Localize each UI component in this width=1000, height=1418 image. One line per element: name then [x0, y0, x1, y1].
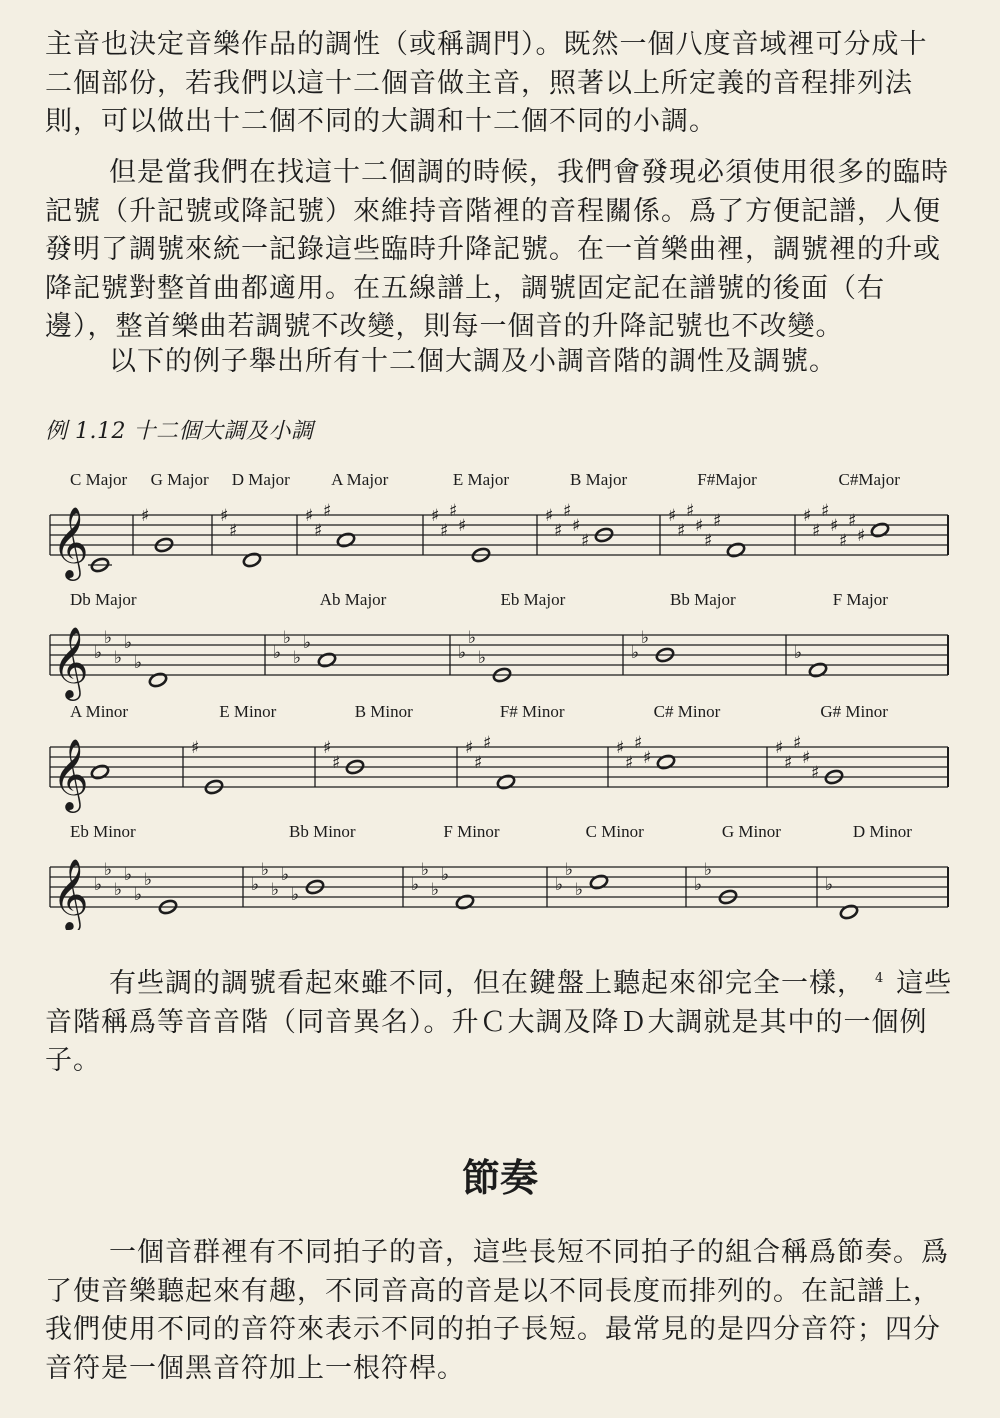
sharp-sign-icon: ♯ — [305, 506, 314, 526]
paragraph-tonality — [45, 26, 963, 142]
key-name: A Major — [331, 470, 389, 489]
sharp-sign-icon: ♯ — [323, 501, 332, 521]
sharp-sign-icon: ♯ — [811, 763, 820, 783]
whole-note — [148, 672, 168, 689]
whole-note — [90, 764, 110, 781]
key-name: Ab Major — [319, 590, 387, 609]
sharp-sign-icon: ♯ — [563, 501, 572, 521]
sharp-sign-icon: ♯ — [474, 753, 483, 773]
sharp-sign-icon: ♯ — [821, 501, 830, 521]
text-line: 降記號對整首曲都適用。在五線譜上，調號固定記在譜號的後面（右 — [45, 272, 885, 304]
sharp-sign-icon: ♯ — [616, 738, 625, 758]
sharp-sign-icon: ♯ — [572, 516, 581, 536]
flat-sign-icon: ♭ — [124, 865, 133, 885]
flat-sign-icon: ♭ — [114, 880, 123, 900]
sharp-sign-icon: ♯ — [803, 506, 812, 526]
key-name: F#Major — [697, 470, 757, 489]
flat-sign-icon: ♭ — [825, 875, 834, 895]
text-line: 但是當我們在找這十二個調的時候，我們會發現必須使用很多的臨時 — [109, 157, 949, 188]
treble-clef-icon: 𝄞 — [52, 505, 89, 578]
section-heading: 節奏 — [461, 1156, 538, 1200]
sharp-sign-icon: ♯ — [229, 521, 238, 541]
sharp-sign-icon: ♯ — [812, 521, 821, 541]
flat-sign-icon: ♭ — [281, 865, 290, 885]
key-name: G# Minor — [820, 702, 888, 721]
text-line: 則，可以做出十二個不同的大調和十二個不同的小調。 — [45, 106, 717, 137]
treble-clef-icon: 𝄞 — [52, 625, 89, 698]
key-name: C Major — [70, 470, 128, 489]
text-line: 二個部份，若我們以這十二個音做主音，照著以上所定義的音程排列法 — [45, 67, 913, 99]
sharp-sign-icon: ♯ — [677, 521, 686, 541]
flat-sign-icon: ♭ — [283, 628, 292, 648]
flat-sign-icon: ♭ — [104, 628, 113, 648]
sharp-sign-icon: ♯ — [458, 516, 467, 536]
whole-note — [839, 904, 859, 921]
sharp-sign-icon: ♯ — [545, 506, 554, 526]
text-line: 發明了調號來統一記錄這些臨時升降記號。在一首樂曲裡，調號裡的升或 — [45, 234, 941, 265]
text-segment: 這些 — [896, 968, 953, 999]
sharp-sign-icon: ♯ — [332, 753, 341, 773]
key-name: Bb Minor — [289, 822, 356, 841]
key-name: A Minor — [70, 702, 129, 721]
key-name: B Minor — [354, 702, 413, 721]
key-name: Eb Major — [500, 590, 566, 609]
flat-sign-icon: ♭ — [631, 643, 640, 663]
flat-sign-icon: ♭ — [565, 860, 574, 880]
sharp-sign-icon: ♯ — [554, 521, 563, 541]
text-line: 音符是一個黑音符加上一根符桿。 — [45, 1352, 465, 1384]
sharp-sign-icon: ♯ — [784, 753, 793, 773]
key-name: F Minor — [443, 822, 500, 841]
key-name: Eb Minor — [70, 822, 136, 841]
paragraph-enharmonic — [45, 960, 963, 1081]
treble-clef-icon: 𝄞 — [52, 737, 89, 810]
key-name: Bb Major — [670, 590, 736, 609]
whole-note — [870, 522, 890, 539]
whole-note — [656, 754, 676, 771]
flat-sign-icon: ♭ — [261, 860, 270, 880]
key-name: E Minor — [219, 702, 277, 721]
flat-sign-icon: ♭ — [555, 875, 564, 895]
key-name: D Minor — [852, 822, 912, 841]
sharp-sign-icon: ♯ — [581, 531, 590, 551]
whole-note — [242, 552, 262, 569]
text-segment: 有些調的調號看起來雖不同，但在鍵盤上聽起來卻完全一樣， — [109, 968, 865, 999]
key-name: C#Major — [838, 470, 900, 489]
sharp-sign-icon: ♯ — [857, 526, 866, 546]
sharp-sign-icon: ♯ — [686, 501, 695, 521]
flat-sign-icon: ♭ — [421, 860, 430, 880]
flat-sign-icon: ♭ — [694, 875, 703, 895]
key-name: E Major — [452, 470, 510, 489]
flat-sign-icon: ♭ — [411, 875, 420, 895]
flat-sign-icon: ♭ — [271, 880, 280, 900]
flat-sign-icon: ♭ — [94, 875, 103, 895]
key-name: C# Minor — [653, 702, 721, 721]
whole-note — [726, 542, 746, 559]
sharp-sign-icon: ♯ — [431, 506, 440, 526]
sharp-sign-icon: ♯ — [483, 733, 492, 753]
flat-sign-icon: ♭ — [273, 643, 282, 663]
flat-sign-icon: ♭ — [575, 880, 584, 900]
text-line: 音階稱爲等音音階（同音異名）。升Ｃ大調及降Ｄ大調就是其中的一個例 — [45, 1006, 928, 1038]
treble-clef-icon: 𝄞 — [52, 857, 89, 930]
whole-note — [317, 652, 337, 669]
flat-sign-icon: ♭ — [794, 643, 803, 663]
sharp-sign-icon: ♯ — [839, 531, 848, 551]
whole-note — [455, 894, 475, 911]
sharp-sign-icon: ♯ — [440, 521, 449, 541]
paragraph-rhythm — [45, 1234, 963, 1388]
whole-note — [808, 662, 828, 679]
sharp-sign-icon: ♯ — [704, 531, 713, 551]
key-name: G Major — [150, 470, 209, 489]
sharp-sign-icon: ♯ — [713, 511, 722, 531]
flat-sign-icon: ♭ — [458, 643, 467, 663]
flat-sign-icon: ♭ — [134, 885, 143, 905]
flat-sign-icon: ♭ — [441, 865, 450, 885]
key-name: D Major — [231, 470, 290, 489]
sharp-sign-icon: ♯ — [802, 748, 811, 768]
sharp-sign-icon: ♯ — [695, 516, 704, 536]
sharp-sign-icon: ♯ — [830, 516, 839, 536]
sharp-sign-icon: ♯ — [793, 733, 802, 753]
flat-sign-icon: ♭ — [431, 880, 440, 900]
text-line: 了使音樂聽起來有趣，不同音高的音是以不同長度而排列的。在記譜上， — [45, 1275, 941, 1307]
flat-sign-icon: ♭ — [704, 860, 713, 880]
footnote-marker[interactable]: 4 — [875, 971, 885, 986]
key-signatures-example — [0, 470, 1000, 930]
text-line — [45, 960, 963, 1004]
flat-sign-icon: ♭ — [144, 870, 153, 890]
sharp-sign-icon: ♯ — [323, 738, 332, 758]
flat-sign-icon: ♭ — [124, 633, 133, 653]
text-line: 邊），整首樂曲若調號不改變，則每一個音的升降記號也不改變。 — [45, 311, 844, 342]
paragraph-example-intro — [45, 343, 963, 382]
sharp-sign-icon: ♯ — [775, 738, 784, 758]
example-caption: 例 1.12 十二個大調及小調 — [45, 419, 314, 444]
sharp-sign-icon: ♯ — [220, 506, 229, 526]
flat-sign-icon: ♭ — [291, 885, 300, 905]
sharp-sign-icon: ♯ — [643, 748, 652, 768]
flat-sign-icon: ♭ — [641, 628, 650, 648]
sharp-sign-icon: ♯ — [634, 733, 643, 753]
sharp-sign-icon: ♯ — [848, 511, 857, 531]
text-line: 子。 — [45, 1045, 101, 1076]
flat-sign-icon: ♭ — [468, 628, 477, 648]
text-line: 記號（升記號或降記號）來維持音階裡的音程關係。爲了方便記譜，人便 — [45, 195, 941, 227]
flat-sign-icon: ♭ — [303, 633, 312, 653]
key-name: F# Minor — [499, 702, 565, 721]
flat-sign-icon: ♭ — [94, 643, 103, 663]
flat-sign-icon: ♭ — [104, 860, 113, 880]
sharp-sign-icon: ♯ — [625, 753, 634, 773]
key-name: F Major — [832, 590, 888, 609]
key-name: C Minor — [585, 822, 644, 841]
whole-note — [336, 532, 356, 549]
paragraph-key-signatures — [45, 154, 963, 347]
flat-sign-icon: ♭ — [134, 653, 143, 673]
key-name: G Minor — [721, 822, 781, 841]
sharp-sign-icon: ♯ — [314, 521, 323, 541]
sharp-sign-icon: ♯ — [668, 506, 677, 526]
whole-note — [496, 774, 516, 791]
flat-sign-icon: ♭ — [478, 648, 487, 668]
key-name: B Major — [570, 470, 628, 489]
flat-sign-icon: ♭ — [293, 648, 302, 668]
flat-sign-icon: ♭ — [114, 648, 123, 668]
text-line: 一個音群裡有不同拍子的音，這些長短不同拍子的組合稱爲節奏。爲 — [109, 1237, 949, 1268]
sharp-sign-icon: ♯ — [191, 738, 200, 758]
key-name: Db Major — [70, 590, 137, 609]
text-line: 主音也決定音樂作品的調性（或稱調門）。既然一個八度音域裡可分成十 — [45, 29, 928, 60]
sharp-sign-icon: ♯ — [141, 506, 150, 526]
text-line: 以下的例子舉出所有十二個大調及小調音階的調性及調號。 — [109, 346, 837, 377]
sharp-sign-icon: ♯ — [449, 501, 458, 521]
flat-sign-icon: ♭ — [251, 875, 260, 895]
text-line: 我們使用不同的音符來表示不同的拍子長短。最常見的是四分音符；四分 — [45, 1314, 941, 1345]
sharp-sign-icon: ♯ — [465, 738, 474, 758]
whole-note — [589, 874, 609, 891]
